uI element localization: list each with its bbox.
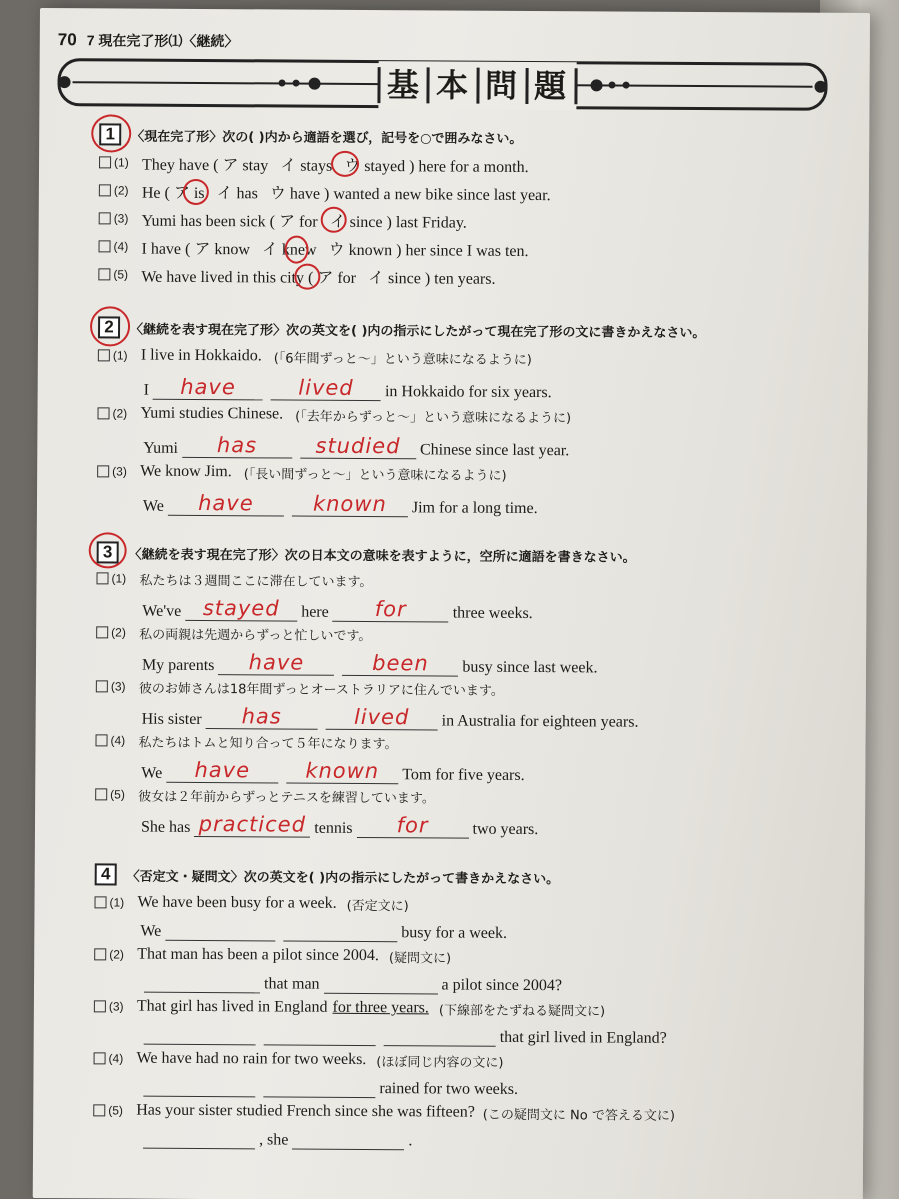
page-header [58, 30, 239, 53]
section-1 [98, 120, 829, 292]
checkbox-icon[interactable] [97, 465, 109, 477]
answer-blank[interactable] [165, 915, 275, 942]
answer-blank[interactable]: have [168, 490, 284, 517]
answer-circle [183, 179, 209, 205]
section-4-heading [95, 860, 825, 892]
answer-blank[interactable] [292, 1124, 404, 1151]
checkbox-icon[interactable] [95, 734, 107, 746]
answer-blank[interactable]: known [286, 758, 398, 785]
question-row: (4) I have ( ア know イ knew ウ known ) her since I was ten. [98, 232, 828, 264]
section-number-circle [90, 306, 130, 346]
answer-blank[interactable]: have [218, 649, 334, 676]
checkbox-icon[interactable] [96, 680, 108, 692]
question-row: (3) That girl has lived in England for three years. (下線部をたずねる疑問文に) [94, 992, 824, 1024]
answer-line: that man a pilot since 2004? [94, 968, 824, 996]
checkbox-icon[interactable] [93, 1104, 105, 1116]
answer-blank[interactable]: practiced [194, 811, 310, 838]
question-row: (3) Yumi has been sick ( ア for イ since ) last Friday. [99, 204, 829, 236]
section-banner [57, 58, 827, 111]
worksheet-page [33, 8, 870, 1199]
answer-blank[interactable] [143, 1071, 255, 1098]
section-number: 3 [97, 541, 119, 563]
checkbox-icon[interactable] [96, 572, 108, 584]
answer-line: that girl lived in England? [94, 1020, 824, 1048]
answer-blank[interactable] [263, 1071, 375, 1098]
answer-blank[interactable]: studied [300, 433, 416, 460]
question-row: (5) We have lived in this city ( ア for イ since ) ten years. [98, 260, 828, 292]
answer-line: We have known Jim for a long time. [142, 490, 538, 518]
answer-line: We busy for a week. [94, 916, 824, 944]
answer-blank[interactable]: have [166, 757, 278, 784]
checkbox-icon[interactable] [96, 626, 108, 638]
answer-line: , she . [93, 1124, 823, 1152]
banner-title: 基 本 問 題 [378, 61, 576, 110]
answer-line: We have known Tom for five years. [141, 757, 525, 784]
question-row: (2) Yumi studies Chinese. (「去年からずっと～」という意味になるように) [97, 399, 827, 431]
answer-blank[interactable]: has [182, 432, 292, 459]
answer-blank[interactable]: been [342, 650, 458, 677]
answer-blank[interactable] [384, 1020, 496, 1047]
answer-circle [331, 151, 359, 177]
section-2-heading [98, 313, 828, 345]
answer-blank[interactable]: lived [271, 374, 381, 401]
answer-line: We've stayed here for three weeks. [142, 596, 533, 623]
question-row: (1) 私たちは３週間ここに滞在しています。 [96, 566, 826, 594]
answer-line: His sister has lived in Australia for eighteen years. [141, 704, 639, 731]
answer-blank[interactable]: for [356, 812, 468, 839]
question-row: (1) We have been busy for a week. (否定文に) [94, 888, 824, 920]
section-instruction: 〈継続を表す現在完了形〉次の英文を( )内の指示にしたがって現在完了形の文に書きかえなさい。 [129, 322, 706, 341]
question-row: (5) 彼女は２年前からずっとテニスを練習しています。 [95, 782, 825, 810]
answer-blank[interactable]: known [292, 491, 408, 518]
question-row: (2) 私の両親は先週からずっと忙しいです。 [96, 620, 826, 648]
question-row: (3) 彼のお姉さんは18年間ずっとオーストラリアに住んでいます。 [96, 674, 826, 702]
checkbox-icon[interactable] [94, 1052, 106, 1064]
checkbox-icon[interactable] [98, 268, 110, 280]
answer-blank[interactable]: have [153, 374, 263, 401]
question-row: (1) They have ( ア stay イ stays ウ stayed ) here for a month. [99, 148, 829, 180]
checkbox-icon[interactable] [95, 896, 107, 908]
section-number: 1 [99, 123, 121, 145]
answer-circle [284, 235, 308, 263]
answer-blank[interactable] [264, 1019, 376, 1046]
section-number: 2 [98, 316, 120, 338]
answer-circle [294, 264, 320, 290]
section-3 [95, 538, 827, 840]
checkbox-icon[interactable] [99, 184, 111, 196]
page-number: 70 [57, 30, 77, 50]
answer-line: I have lived in Hokkaido for six years. [143, 374, 552, 402]
checkbox-icon[interactable] [94, 948, 106, 960]
section-instruction: 〈現在完了形〉次の( )内から適語を選び，記号を○で囲みなさい。 [131, 129, 523, 147]
question-row: (1) I live in Hokkaido. (「6年間ずっと～」という意味になるように) [98, 341, 828, 373]
answer-line: She has practiced tennis for two years. [140, 811, 539, 839]
chapter-title: 7 現在完了形⑴〈継続〉 [86, 32, 239, 50]
section-4 [93, 860, 825, 1152]
question-row: (4) 私たちはトムと知り合って５年になります。 [95, 728, 825, 756]
answer-circle [321, 207, 347, 233]
checkbox-icon[interactable] [99, 212, 111, 224]
answer-blank[interactable] [324, 968, 438, 995]
section-1-heading [99, 120, 829, 152]
section-instruction: 〈否定文・疑問文〉次の英文を( )内の指示にしたがって書きかえなさい。 [126, 869, 560, 887]
question-row: (2) He ( ア is イ has ウ have ) wanted a new bike since last year. [99, 176, 829, 208]
section-number-circle [91, 114, 131, 152]
answer-line: rained for two weeks. [93, 1072, 823, 1100]
answer-blank[interactable] [144, 1019, 256, 1046]
answer-blank[interactable]: lived [326, 704, 438, 731]
section-2 [97, 313, 828, 519]
section-3-heading [97, 538, 827, 570]
checkbox-icon[interactable] [98, 349, 110, 361]
checkbox-icon[interactable] [95, 788, 107, 800]
underlined-phrase: for three years. [332, 998, 429, 1017]
answer-blank[interactable] [143, 1123, 255, 1150]
checkbox-icon[interactable] [99, 240, 111, 252]
answer-blank[interactable]: has [206, 703, 318, 730]
answer-line: My parents have been busy since last week. [141, 650, 598, 677]
section-instruction: 〈継続を表す現在完了形〉次の日本文の意味を表すように，空所に適語を書きなさい。 [128, 547, 636, 566]
checkbox-icon[interactable] [97, 407, 109, 419]
answer-blank[interactable] [283, 916, 397, 943]
answer-blank[interactable] [144, 967, 260, 994]
checkbox-icon[interactable] [94, 1000, 106, 1012]
answer-line: Yumi has studied Chinese since last year. [143, 433, 570, 460]
answer-blank[interactable]: stayed [185, 595, 297, 622]
question-row: (4) We have had no rain for two weeks. (ほぼ同じ内容の文に) [93, 1044, 823, 1076]
answer-blank[interactable]: for [333, 596, 449, 623]
section-number-circle [89, 532, 127, 568]
question-row: (5) Has your sister studied French since she was fifteen? (この疑問文に No で答える文に) [93, 1096, 823, 1128]
checkbox-icon[interactable] [99, 156, 111, 168]
question-row: (3) We know Jim. (「長い間ずっと～」という意味になるように) [97, 457, 827, 489]
question-row: (2) That man has been a pilot since 2004. (疑問文に) [94, 940, 824, 972]
section-number: 4 [95, 863, 117, 885]
